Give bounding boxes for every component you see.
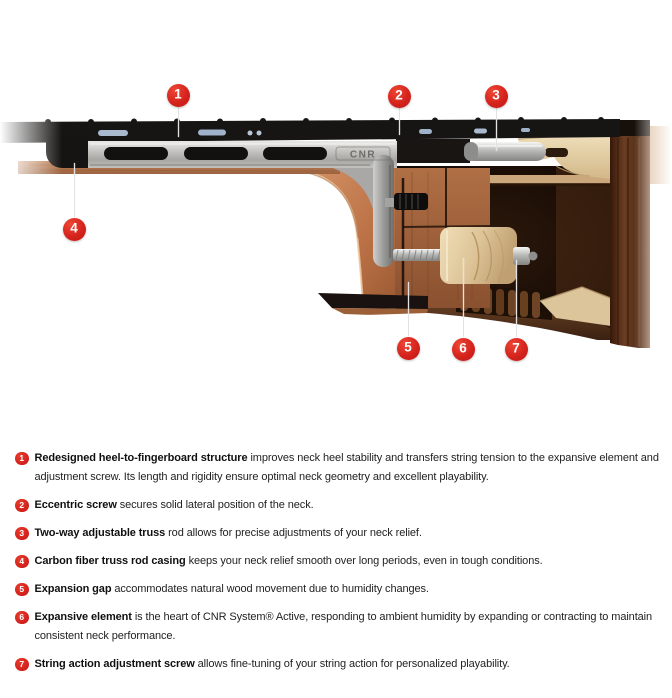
legend-item bbox=[15, 449, 672, 487]
callout-marker bbox=[167, 84, 190, 107]
legend-description: improves neck heel stability and transfers string tension to the expansive element and adjustment screw. Its length and rigidity ensure optimal neck geometry and excellent playability. bbox=[34, 452, 659, 483]
legend-bullet bbox=[15, 527, 29, 541]
callout-leader-line bbox=[463, 258, 464, 337]
legend-term: Carbon fiber truss rod casing bbox=[34, 555, 186, 567]
legend-term: Two-way adjustable truss bbox=[34, 527, 166, 539]
legend-description: secures solid lateral position of the neck. bbox=[116, 499, 314, 511]
legend-bullet bbox=[15, 452, 29, 466]
legend-description: accommodates natural wood movement due to humidity changes. bbox=[111, 583, 429, 595]
legend-bullet-number: 6 bbox=[19, 612, 25, 622]
callout-number: 6 bbox=[459, 340, 467, 356]
legend-item bbox=[15, 524, 672, 543]
callout-marker bbox=[63, 218, 86, 241]
legend-item bbox=[15, 496, 672, 515]
legend-item bbox=[15, 608, 672, 646]
legend-text bbox=[35, 496, 314, 515]
callout-number: 7 bbox=[512, 340, 520, 356]
legend-text bbox=[35, 608, 672, 646]
legend-bullet-number: 2 bbox=[19, 500, 25, 510]
legend-term: Expansion gap bbox=[34, 583, 112, 595]
legend-text bbox=[35, 655, 510, 674]
legend-item bbox=[15, 580, 672, 599]
structure-slot bbox=[263, 147, 327, 160]
callout-leader-line bbox=[399, 108, 400, 135]
legend-term: String action adjustment screw bbox=[34, 658, 195, 670]
svg-text:CNR: CNR bbox=[349, 149, 377, 161]
legend-term: Expansive element bbox=[34, 611, 132, 623]
legend-bullet-number: 1 bbox=[19, 453, 25, 463]
legend-bullet-number: 5 bbox=[19, 584, 25, 594]
legend bbox=[0, 449, 672, 683]
legend-bullet bbox=[15, 658, 29, 672]
legend-bullet-number: 4 bbox=[19, 556, 25, 566]
legend-text bbox=[35, 552, 543, 571]
callout-marker bbox=[397, 337, 420, 360]
callout-leader-line bbox=[74, 163, 75, 217]
callout-marker bbox=[485, 85, 508, 108]
truss-rod-channel bbox=[396, 139, 470, 163]
legend-item bbox=[15, 655, 672, 674]
callout-number: 5 bbox=[404, 339, 412, 355]
legend-description: rod allows for precise adjustments of your neck relief. bbox=[165, 527, 422, 539]
callout-marker bbox=[452, 338, 475, 361]
legend-bullet-number: 7 bbox=[19, 659, 25, 669]
legend-bullet bbox=[15, 583, 29, 597]
legend-bullet bbox=[15, 499, 29, 513]
callout-marker bbox=[388, 85, 411, 108]
structure-slot bbox=[184, 147, 248, 160]
legend-bullet-number: 3 bbox=[19, 528, 25, 538]
legend-bullet bbox=[15, 611, 29, 625]
legend-description: keeps your neck relief smooth over long periods, even in tough conditions. bbox=[185, 555, 543, 567]
callout-marker bbox=[505, 338, 528, 361]
threaded-rod bbox=[393, 249, 443, 261]
structure-slot bbox=[104, 147, 168, 160]
legend-term: Redesigned heel-to-fingerboard structure bbox=[34, 452, 248, 464]
callout-leader-line bbox=[516, 260, 517, 337]
callout-number: 4 bbox=[70, 220, 78, 236]
heel-structure-aluminum bbox=[46, 135, 397, 267]
callout-leader-line bbox=[408, 282, 409, 336]
callout-number: 3 bbox=[492, 87, 500, 103]
soundboard-shadow bbox=[472, 183, 618, 186]
legend-item bbox=[15, 552, 672, 571]
legend-text bbox=[35, 524, 422, 543]
truss-rod bbox=[464, 142, 546, 161]
legend-description: allows fine-tuning of your string action for personalized playability. bbox=[194, 658, 510, 670]
callout-leader-line bbox=[496, 108, 497, 151]
legend-text bbox=[35, 449, 672, 487]
callout-number: 1 bbox=[174, 86, 182, 102]
callout-leader-line bbox=[178, 107, 179, 137]
legend-term: Eccentric screw bbox=[34, 499, 117, 511]
legend-description: is the heart of CNR System® Active, responding to ambient humidity by expanding or contracting to maintain consistent neck performance. bbox=[34, 611, 653, 642]
legend-text bbox=[35, 580, 429, 599]
legend-bullet bbox=[15, 555, 29, 569]
callout-number: 2 bbox=[395, 87, 403, 103]
